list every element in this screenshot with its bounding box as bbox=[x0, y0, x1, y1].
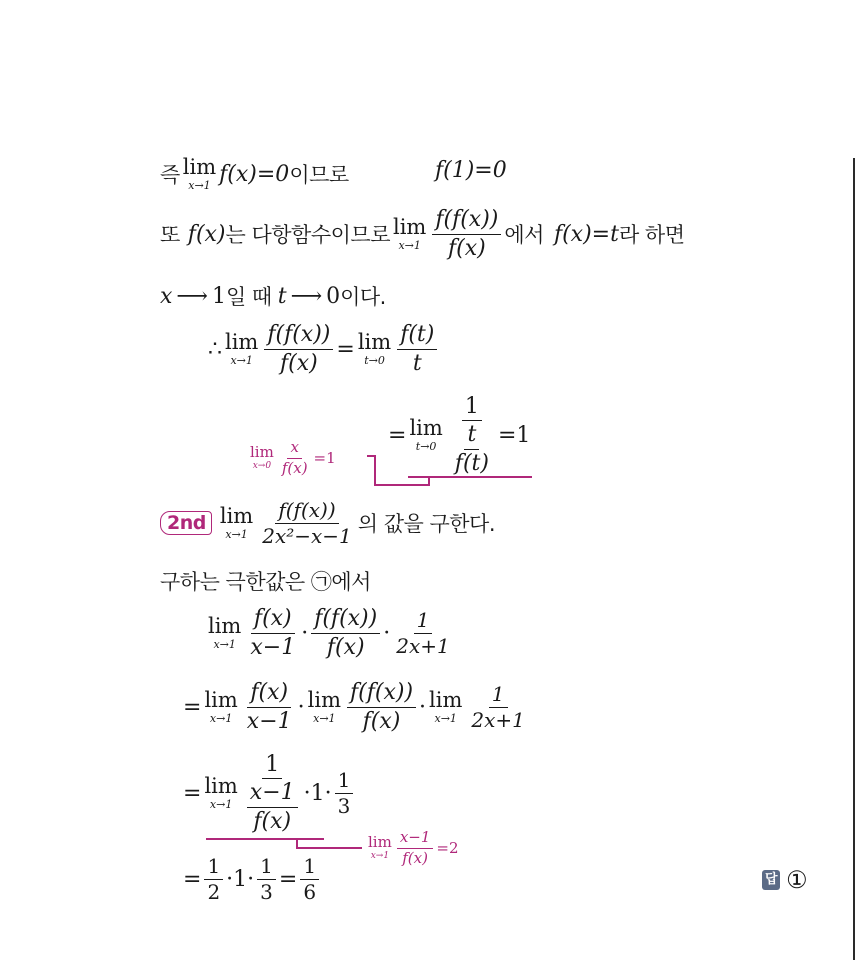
limit bbox=[358, 332, 391, 366]
denominator: f(x) bbox=[253, 808, 292, 834]
numerator: 1 bbox=[204, 856, 223, 880]
arrow: ⟶ bbox=[176, 283, 208, 309]
text: 또 bbox=[160, 223, 180, 247]
product: ·1· bbox=[303, 780, 332, 806]
limit bbox=[183, 157, 216, 191]
result-f1: f(1)=0 bbox=[435, 158, 507, 183]
lim-word: lim bbox=[225, 330, 259, 354]
denominator: f(x) bbox=[362, 708, 401, 734]
result: =2 bbox=[436, 839, 459, 857]
line-8 bbox=[205, 602, 456, 664]
lim-word: lim bbox=[182, 155, 217, 179]
fraction bbox=[300, 853, 319, 904]
line-11 bbox=[183, 850, 322, 908]
fraction bbox=[247, 607, 298, 658]
answer-icon: 답 bbox=[762, 870, 780, 890]
note-1 bbox=[248, 438, 336, 478]
fraction bbox=[335, 767, 354, 818]
therefore-symbol: ∴ bbox=[208, 336, 222, 362]
var-t: t bbox=[277, 283, 287, 309]
answer bbox=[762, 866, 808, 894]
denominator: 2 bbox=[207, 879, 221, 904]
right-margin-rule bbox=[853, 158, 855, 960]
denominator: 2x+1 bbox=[396, 633, 450, 658]
lim-word: lim bbox=[409, 416, 443, 440]
expr: f(x) bbox=[187, 221, 226, 247]
numerator: f(x) bbox=[247, 681, 291, 707]
lim-sub: x→1 bbox=[370, 851, 390, 861]
fraction bbox=[311, 607, 380, 658]
note-1-bracket bbox=[374, 455, 376, 485]
line-4 bbox=[208, 318, 440, 380]
complex-fraction bbox=[449, 395, 495, 474]
lim-word: lim bbox=[204, 774, 238, 798]
number: 1 bbox=[211, 283, 226, 309]
text: 에서 bbox=[504, 223, 544, 247]
fraction bbox=[264, 323, 333, 374]
line-5 bbox=[388, 394, 530, 476]
line-9 bbox=[183, 676, 531, 738]
fraction bbox=[244, 681, 295, 732]
fraction bbox=[259, 497, 355, 548]
denominator: 3 bbox=[337, 793, 351, 818]
text: 즉 bbox=[160, 163, 180, 187]
lim-word: lim bbox=[429, 688, 463, 712]
expr: f(x)=0 bbox=[219, 161, 290, 187]
numerator: x bbox=[287, 440, 301, 459]
denominator bbox=[449, 421, 495, 474]
numerator: 1 bbox=[262, 753, 282, 779]
result: =1 bbox=[497, 422, 531, 448]
numerator: 1 bbox=[300, 856, 319, 880]
text: 는 다항함수이므로 bbox=[225, 223, 390, 247]
limit bbox=[220, 506, 253, 540]
line-7: 구하는 극한값은 ㉠에서 bbox=[160, 570, 371, 594]
lim-word: lim bbox=[208, 614, 242, 638]
text: 이므로 bbox=[289, 163, 349, 187]
limit bbox=[225, 332, 258, 366]
fraction bbox=[393, 607, 453, 658]
numerator: f(f(x)) bbox=[347, 681, 416, 707]
text: 의 값을 구한다. bbox=[357, 512, 496, 536]
step-badge: 2nd bbox=[160, 511, 212, 535]
fraction bbox=[397, 827, 434, 867]
denominator bbox=[244, 779, 301, 832]
numerator: t bbox=[464, 423, 479, 449]
note-2 bbox=[366, 828, 459, 868]
text: 이다. bbox=[340, 285, 386, 309]
numerator: f(f(x)) bbox=[432, 208, 501, 234]
lim-sub: x→1 bbox=[230, 354, 253, 367]
lim-word: lim bbox=[392, 215, 427, 239]
denominator: f(x) bbox=[402, 848, 428, 867]
fraction bbox=[468, 681, 528, 732]
dot: · bbox=[301, 620, 309, 646]
note-1-bracket bbox=[374, 484, 430, 486]
lim-word: lim bbox=[307, 688, 341, 712]
expr: f(x)=t bbox=[553, 221, 619, 247]
numerator: 1 bbox=[257, 856, 276, 880]
note-1-underline bbox=[408, 476, 532, 478]
denominator: f(x) bbox=[448, 235, 486, 261]
limit bbox=[429, 690, 462, 724]
equals: = bbox=[336, 336, 355, 362]
lim-sub: t→0 bbox=[364, 354, 385, 367]
lim-sub: x→1 bbox=[213, 638, 236, 651]
limit bbox=[409, 418, 442, 452]
numerator: f(f(x)) bbox=[264, 323, 333, 349]
fraction bbox=[204, 853, 223, 904]
limit bbox=[393, 217, 426, 251]
dot: · bbox=[383, 620, 391, 646]
line-3 bbox=[160, 278, 386, 314]
denominator: f(x) bbox=[280, 350, 318, 376]
lim-sub: x→1 bbox=[398, 239, 421, 252]
numerator: 1 bbox=[489, 684, 508, 708]
fraction bbox=[279, 437, 311, 477]
lim-sub: x→1 bbox=[225, 528, 248, 541]
fraction bbox=[397, 323, 437, 374]
limit bbox=[208, 616, 241, 650]
denominator: 6 bbox=[303, 879, 317, 904]
numerator: f(x) bbox=[251, 607, 295, 633]
equals: = bbox=[278, 866, 298, 892]
answer-value: ① bbox=[786, 866, 808, 894]
complex-fraction bbox=[244, 753, 301, 832]
arrow: ⟶ bbox=[290, 283, 323, 309]
fraction bbox=[432, 208, 501, 259]
fraction bbox=[347, 681, 416, 732]
number: 0 bbox=[326, 283, 341, 309]
dot: · bbox=[297, 694, 305, 720]
numerator: f(f(x)) bbox=[275, 500, 338, 524]
limit bbox=[204, 776, 237, 810]
lim-word: lim bbox=[219, 504, 254, 528]
line-10 bbox=[183, 748, 356, 838]
inner-fraction bbox=[452, 423, 492, 474]
lim-sub: x→1 bbox=[209, 712, 233, 725]
numerator: f(t) bbox=[397, 323, 437, 349]
note-2-underline bbox=[206, 838, 324, 840]
equals: = bbox=[388, 422, 407, 448]
lim-word: lim bbox=[204, 688, 238, 712]
lim-sub: x→1 bbox=[209, 798, 233, 811]
lim-sub: x→1 bbox=[434, 712, 457, 725]
numerator: x−1 bbox=[247, 781, 298, 807]
lim-sub: x→1 bbox=[313, 712, 336, 725]
fraction bbox=[257, 853, 276, 904]
inner-fraction bbox=[247, 781, 298, 832]
denominator: x−1 bbox=[250, 634, 296, 660]
limit bbox=[250, 445, 274, 471]
numerator: 1 bbox=[462, 395, 482, 421]
note-2-bracket bbox=[296, 847, 362, 849]
dot: · bbox=[419, 694, 427, 720]
equals: = bbox=[183, 780, 202, 806]
lim-sub: t→0 bbox=[415, 440, 437, 453]
denominator: f(x) bbox=[326, 634, 365, 660]
line-2nd bbox=[160, 494, 495, 552]
denominator: x−1 bbox=[246, 708, 292, 734]
equals: = bbox=[183, 866, 202, 892]
limit bbox=[368, 835, 392, 861]
denominator: 2x+1 bbox=[471, 707, 525, 732]
line-2 bbox=[160, 204, 685, 264]
numerator: 1 bbox=[414, 610, 433, 634]
lim-sub: x→1 bbox=[188, 179, 211, 192]
numerator: x−1 bbox=[397, 830, 434, 849]
lim-word: lim bbox=[368, 833, 392, 851]
denominator: f(t) bbox=[454, 450, 489, 476]
product: ·1· bbox=[226, 866, 255, 892]
var-x: x bbox=[160, 283, 173, 309]
denominator: f(x) bbox=[281, 458, 308, 477]
lim-word: lim bbox=[250, 443, 274, 461]
numerator: 1 bbox=[335, 770, 354, 794]
lim-word: lim bbox=[357, 330, 392, 354]
limit bbox=[204, 690, 237, 724]
lim-sub: x→0 bbox=[252, 461, 272, 471]
line-1 bbox=[160, 154, 349, 194]
denominator: 2x²−x−1 bbox=[262, 523, 352, 548]
denominator: 3 bbox=[260, 879, 273, 904]
text: 라 하면 bbox=[618, 223, 685, 247]
limit bbox=[308, 690, 341, 724]
denominator: t bbox=[412, 350, 422, 376]
equals: = bbox=[183, 694, 202, 720]
result: =1 bbox=[313, 449, 336, 467]
text: 일 때 bbox=[225, 285, 272, 309]
numerator: f(f(x)) bbox=[311, 607, 380, 633]
